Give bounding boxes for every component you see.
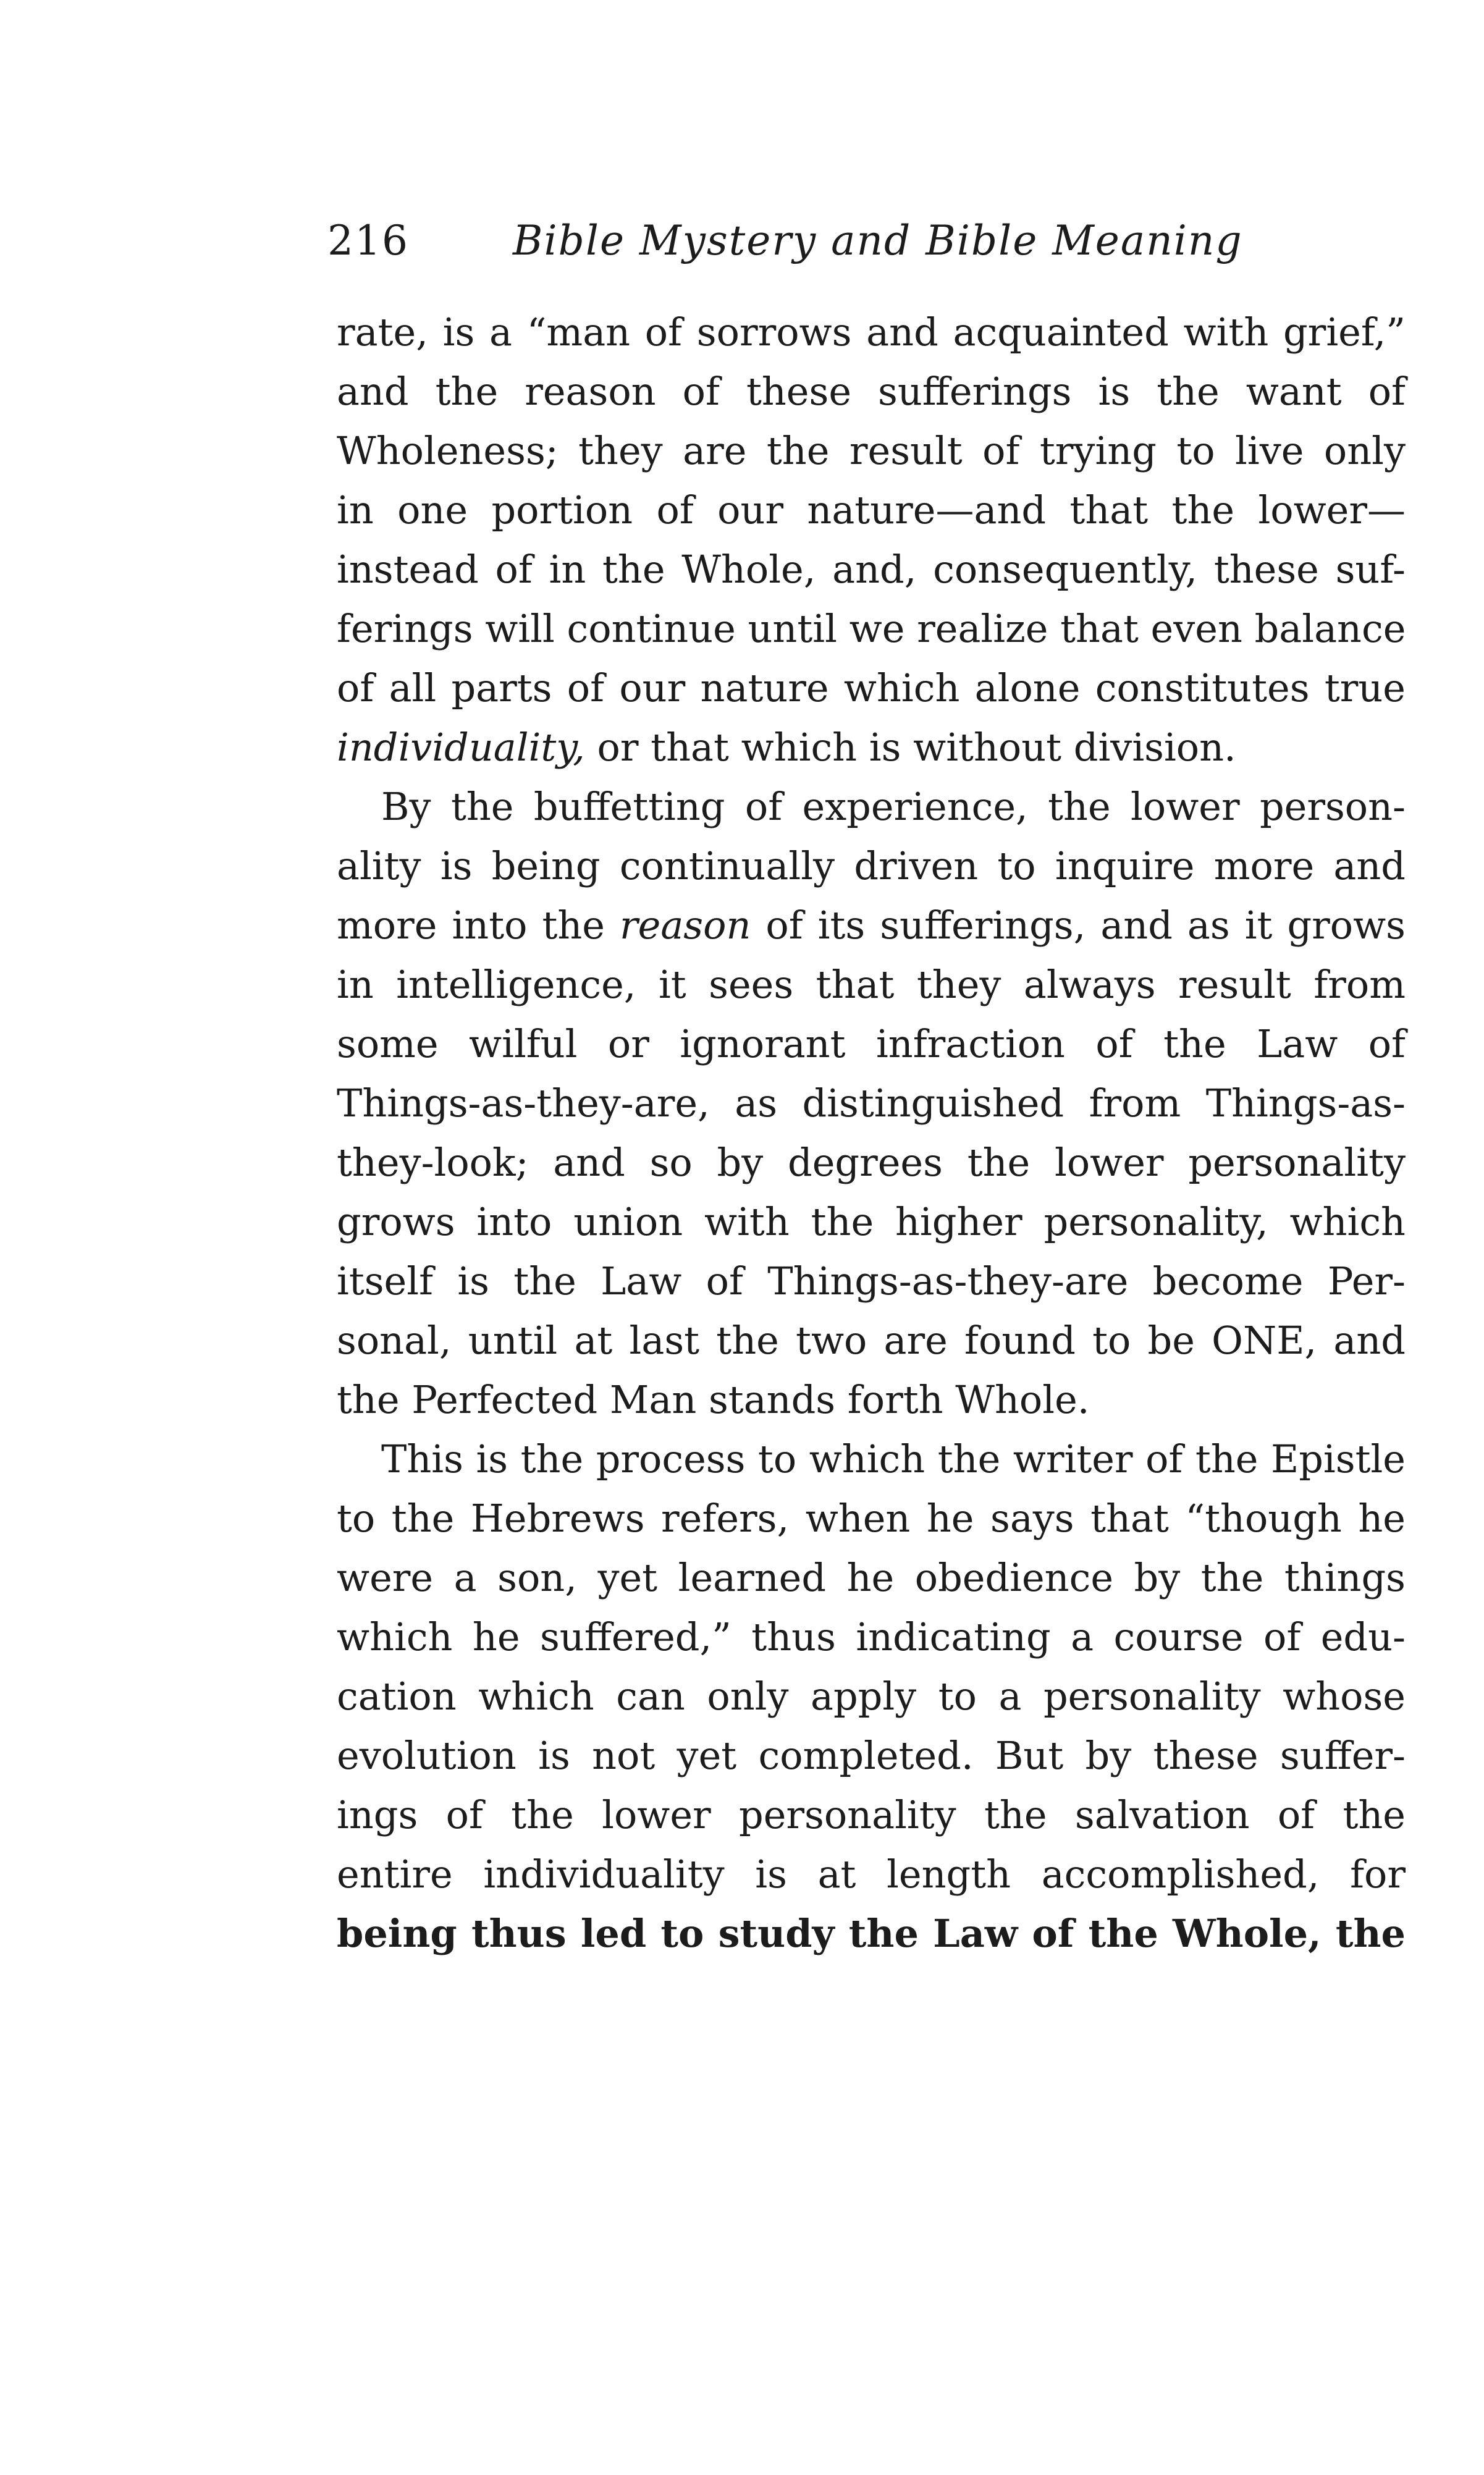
text-line: ings of the lower personality the salvation of the — [337, 1792, 1406, 1837]
text-line: being thus led to study the Law of the Whole, the — [337, 1911, 1406, 1956]
text-line: rate, is a “man of sorrows and acquainted with grief,” — [337, 310, 1406, 355]
text-fragment: more into the — [337, 903, 620, 948]
text-line: By the buffetting of experience, the lower person- — [381, 784, 1406, 829]
running-head — [327, 204, 1243, 278]
text-line: cation which can only apply to a personality whose — [337, 1674, 1406, 1719]
text-line: of all parts of our nature which alone constitutes true — [337, 665, 1406, 710]
text-line: grows into union with the higher personality, which — [337, 1199, 1406, 1244]
text-line: the Perfected Man stands forth Whole. — [337, 1377, 1090, 1422]
text-line: instead of in the Whole, and, consequently, these suf- — [337, 547, 1406, 592]
text-line: and the reason of these sufferings is the want of — [337, 369, 1406, 414]
text-line: which he suffered,” thus indicating a course of edu- — [337, 1614, 1406, 1659]
text-fragment: of its sufferings, and as it grows — [751, 903, 1406, 948]
text-line: ferings will continue until we realize that even balance — [337, 606, 1406, 651]
text-line: in one portion of our nature—and that the lower— — [337, 487, 1406, 533]
text-line: ality is being continually driven to inquire more and — [337, 843, 1406, 888]
text-line: evolution is not yet completed. But by these suffer- — [337, 1733, 1406, 1778]
body-text — [337, 303, 1406, 1963]
text-line: in intelligence, it sees that they always result from — [337, 962, 1406, 1007]
text-line: some wilful or ignorant infraction of the Law of — [337, 1021, 1406, 1066]
text-line: Things-as-they-are, as distinguished from Things-as- — [337, 1081, 1406, 1126]
text-fragment: or that which is without division. — [584, 725, 1236, 770]
book-title: Bible Mystery and Bible Meaning — [513, 217, 1243, 264]
text-line: Wholeness; they are the result of trying to live only — [337, 428, 1406, 473]
page-number: 216 — [327, 217, 409, 264]
emphasis-text: individuality, — [337, 725, 585, 770]
text-line: entire individuality is at length accomplished, for — [337, 1852, 1406, 1897]
text-line: itself is the Law of Things-as-they-are become Per- — [337, 1259, 1406, 1304]
text-line — [337, 896, 1406, 955]
emphasis-text: reason — [620, 903, 751, 948]
text-line: they-look; and so by degrees the lower personality — [337, 1140, 1406, 1185]
text-line: sonal, until at last the two are found to be ONE, and — [337, 1318, 1406, 1363]
text-line: were a son, yet learned he obedience by the things — [337, 1555, 1406, 1600]
text-line: This is the process to which the writer of the Epistle — [381, 1436, 1406, 1482]
text-line — [337, 718, 1406, 777]
text-line: to the Hebrews refers, when he says that “though he — [337, 1496, 1406, 1541]
